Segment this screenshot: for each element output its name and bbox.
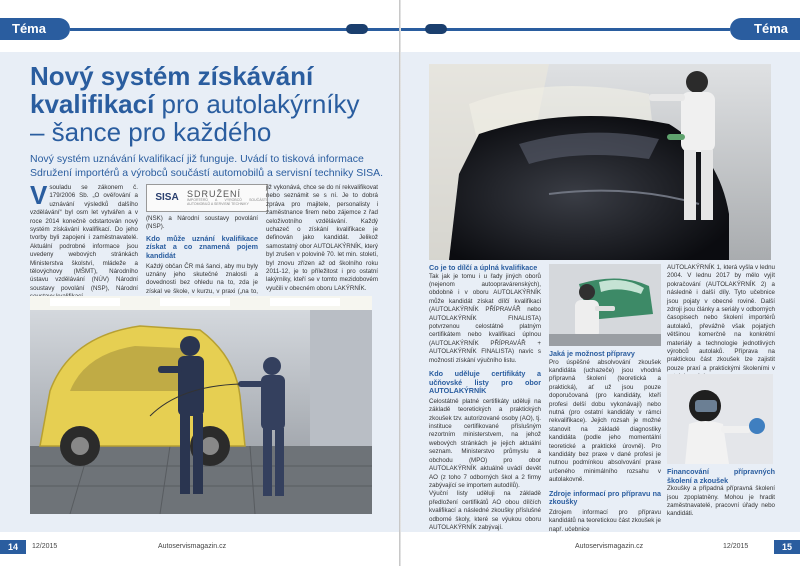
right-column-1-text-2: Celostátně platné certifikáty uděluji na základě teoretických a praktických zkoušek tzv. autorizované osoby (AO), tj. instituce certifikované příslušným rezortním ministerstvem, na jehož webových stránkách je jejich aktuální seznam. Ministerstvo průmyslu a obchodu (MPO) pro obor AUTOLAKÝRNÍK aktuálně uvádí devět AO (z toho 7 odborných škol a 2 firmy zabývající se importem autodílů). [429, 397, 541, 489]
column-3 [266, 184, 378, 293]
page-number-left: 14 [0, 540, 26, 554]
photo-yellow-car-painters [30, 296, 372, 514]
sisa-logo [146, 184, 268, 212]
right-column-3b [667, 468, 775, 519]
right-column-2 [549, 350, 661, 534]
right-column-3 [667, 264, 775, 382]
page-number-right: 15 [774, 540, 800, 554]
subhead-preparation: Jaká je možnost přípravy [549, 349, 635, 358]
header-rule-right [401, 28, 730, 31]
title-part-2: kvalifikací [30, 89, 155, 119]
subhead-partial-full: Co je to dílčí a úplná kvalifikace [429, 263, 538, 272]
title-part-1: Nový systém získávání [30, 61, 314, 91]
article-lead: Nový systém uznávání kvalifikací již funguje. Uvádí to tisková informace Sdružení importérů a výrobců součástí automobilů a servisní techniky SISA. [30, 153, 384, 179]
photo-black-car-painter [429, 64, 771, 260]
column-3-text: již vykonává, chce se do ní rekvalifikovat nebo seznámit se s ní. Je to dobrá zpráva pro majitele, personalisty i zaměstnance firem nebo zájemce z řad celoživotního vzdělávání. Každý uchazeč o získání kvalifikace je definován jako kandidát. Jelikož samostatný obor AUTOLAKÝRNÍK, který byl zrušen v polovině 70. let min. století, byl znovu zřízen až od školního roku 2011-12, je to příležitost i pro ostatní lakýrníky, kteří se v tomto mezidobovém vyučili v obecném oboru LAKÝRNÍK. [266, 184, 378, 292]
right-page [401, 0, 800, 566]
header-pill-left [346, 24, 368, 34]
sisa-logo-mark: SISA [155, 191, 179, 203]
title-part-3: pro autolakýrníky [154, 89, 360, 119]
sisa-logo-name: SDRUŽENÍ [187, 188, 242, 199]
right-column-1-text-3: Výuční listy uděluji na základě předložení certifikátů AO obou dílčích kvalifikací a následné zkoušky příslušné odborné školy, které se výukou oboru AUTOLAKÝRNÍK zabývají. [429, 490, 541, 531]
column-2-text: Každý občan ČR má šanci, aby mu byly uznány jeho skutečné znalosti a dovednosti bez ohledu na to, zda je získal ve škole, v kurzu, v praxi („na to, [146, 262, 258, 295]
section-tab-right: Téma [730, 18, 800, 40]
sisa-logo-sub: IMPORTÉRŮ A VÝROBCŮ SOUČÁSTÍ AUTOMOBILŮ A SERVISNÍ TECHNIKY [187, 198, 267, 207]
left-page [0, 0, 399, 566]
footer-site-left: Autoservismagazin.cz [158, 543, 227, 550]
column-2 [146, 184, 267, 313]
subhead-who-can: Kdo může uznání kvalifikace získat a co znamená pojem kandidát [146, 233, 258, 260]
photo-painter-helmet [667, 374, 773, 464]
column-1 [30, 180, 138, 302]
subhead-certificates: Kdo uděluje certifikáty a učňovské listy pro obor AUTOLAKÝRNÍK [429, 369, 541, 396]
drop-cap: V [30, 180, 48, 210]
right-column-1-text: Tak jak je tomu i u řady jiných oborů (nejenom autoopravárenských), obdobně i v oboru AUTOLAKÝRNÍK může kandidát získat dílčí kvalifikaci (AUTOLAKÝRNÍK PŘÍPRAVÁŘ nebo AUTOLAKÝRNÍK FINALISTA) potvrzenou celostátně platným certifikátem nebo kvalifikaci úplnou (AUTOLAKÝRNÍK PŘÍPRAVÁŘ + AUTOLAKÝRNÍK FINALISTA) navíc s možností získání výučního listu. [429, 272, 541, 364]
right-column-1 [429, 264, 541, 532]
right-column-3-text: AUTOLAKÝRNÍK 1, která vyšla v lednu 2004. V lednu 2017 by mělo vyjít pokračování (AUTOLAKÝRNÍK 2) a následně i další díly. Tyto učebnice jsou pojaty v obecné rovině. Další zdroji jsou články a seriály v odborných časopisech nebo školení importérů autolaků, převážně však pojatých většinou komerčně na konkrétní materiály a technologie jednotlivých výrobců autolaků. Příprava na praktickou část zkoušek lze zajistit pouze praxí a praktickými školeními v [667, 264, 775, 372]
column-1-text: souladu se zákonem č. 179/2006 Sb. „O ověřování a uznávání výsledků dalšího vzdělávání“ byl osm let vytvářen a v roce 2014 konečně odstartován nový systém získávání kvalifikací. Do jeho tvorby byli zapojeni i zaměstnavatelé. Aktuální podrobné informace jsou uvedeny webových stránkách Ministerstva školství, mládeže a tělovýchovy (MŠMT), Národního ústavu vzdělávání (NÚV) Národní soustavy povolání (NSP), Národní [30, 184, 138, 292]
right-column-2-text: Pro úspěšné absolvování zkoušek kandidáta (uchazeče) jsou vhodná přípravná školení (teoretická a praktická), ať už jsou pouze doporučovaná (pro kandidáty, kteří profesi delší dobu vykonávají) nebo nutná (pro ostatní kandidáty v rámci rekvalifikace). Jejich rozsah je možné stanovit na základě diagnostiky kandidáta (podle jeho momentální teoretické a praktické úrovně). Pro kandidáty bez praxe v dané profesi je nutnou podmínkou absolvování praxe určeného minimálního rozsahu v autolakovně. [549, 358, 661, 484]
photo-painter-green-car [549, 264, 661, 346]
footer-issue-right: 12/2015 [723, 543, 749, 550]
sisa-logo-text [187, 190, 267, 206]
footer-site-right: Autoservismagazin.cz [575, 543, 644, 550]
title-part-4: – šance pro každého [30, 117, 272, 147]
subhead-financing: Financování přípravných školení a zkoušek [667, 467, 775, 485]
article-title [30, 62, 390, 146]
header-pill-right [425, 24, 447, 34]
column-2-intro: (NSK) a Národní soustavy povolání (NSP). [146, 215, 258, 231]
right-column-3-text-2: Zkoušky a případná přípravná školení jsou zpoplatněny. Mohou je hradit zaměstnavatelé, pracovní úřady nebo kandidáti. [667, 485, 775, 518]
section-tab-left: Téma [0, 18, 70, 40]
right-column-2-text-2: Zdrojem informací pro přípravu kandidátů na teoretickou část zkoušek je např. učebnice [549, 508, 661, 533]
subhead-info-sources: Zdroje informací pro přípravu na zkoušky [549, 488, 661, 507]
footer-issue-left: 12/2015 [32, 543, 58, 550]
